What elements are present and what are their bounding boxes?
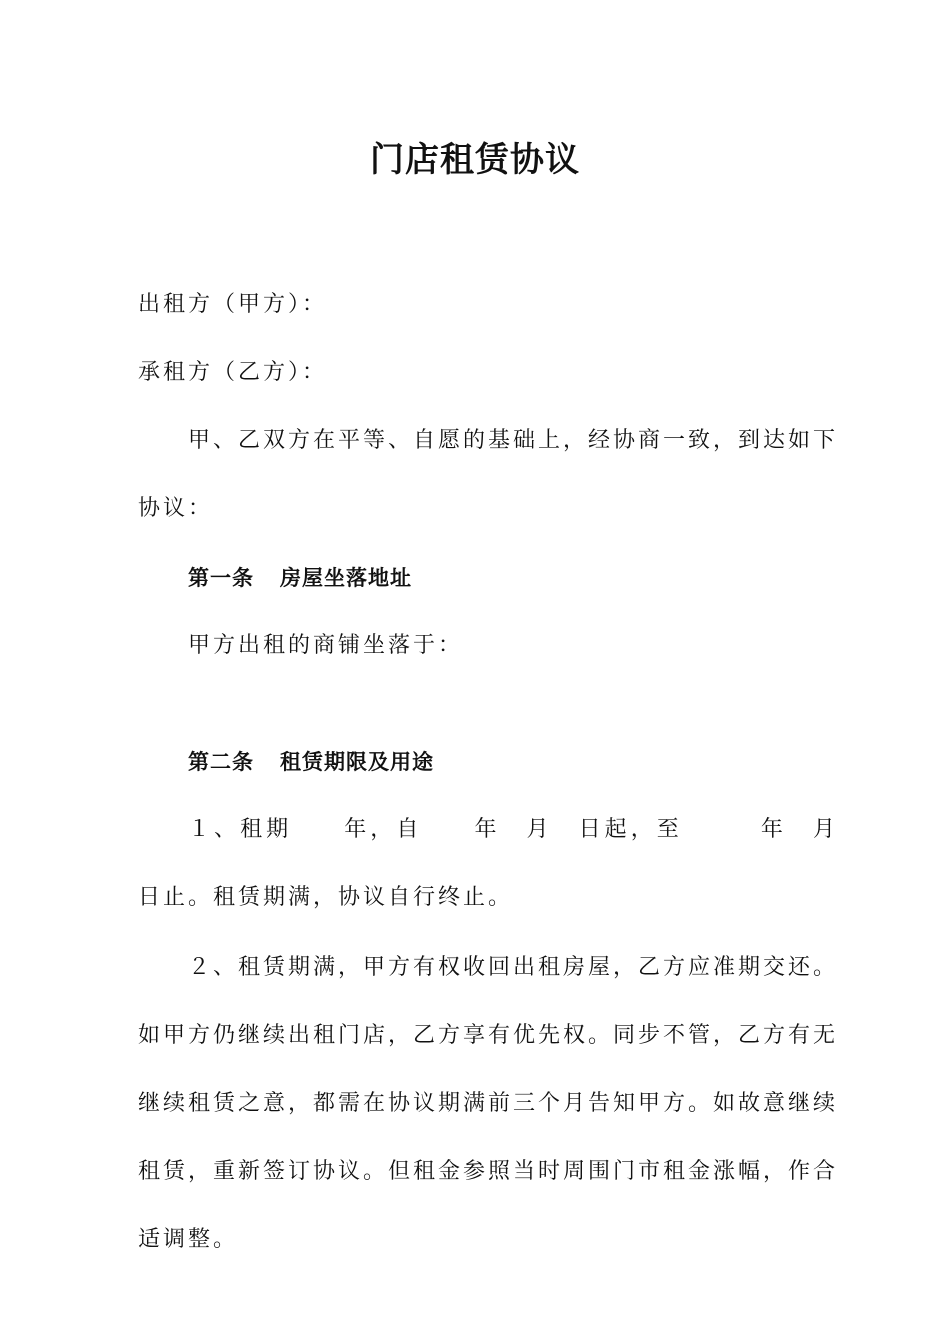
article-1-number: 第一条 — [188, 566, 254, 590]
document-title: 门店租赁协议 — [370, 140, 580, 180]
article-2-title: 租赁期限及用途 — [280, 750, 434, 774]
article-2-number: 第二条 — [188, 750, 254, 774]
clause-2-2-line-4: 租赁，重新签订协议。但租金参照当时周围门市租金涨幅，作合 — [138, 1159, 839, 1184]
article-1-text: 甲方出租的商铺坐落于： — [188, 633, 464, 658]
clause-2-2-line-3: 继续租赁之意，都需在协议期满前三个月告知甲方。如故意继续 — [138, 1091, 839, 1116]
article-1-heading — [188, 561, 838, 595]
clause-2-2-line-1: ２、租赁期满，甲方有权收回出租房屋，乙方应准期交还。 — [188, 955, 839, 980]
clause-2-1-line-1: １、租期 年，自 年 月 日起，至 年 月 — [188, 817, 838, 842]
clause-2-2-line-5: 适调整。 — [138, 1227, 239, 1252]
intro-paragraph-line-2: 协议： — [138, 496, 214, 521]
clause-2-2-line-2: 如甲方仍继续出租门店，乙方享有优先权。同步不管，乙方有无 — [138, 1023, 839, 1048]
clause-2-1-line-2: 日止。租赁期满，协议自行终止。 — [138, 885, 514, 910]
article-1-title: 房屋坐落地址 — [280, 566, 412, 590]
intro-paragraph-line-1: 甲、乙双方在平等、自愿的基础上，经协商一致，到达如下 — [188, 428, 839, 453]
lessee-label: 承租方（乙方）： — [138, 360, 328, 385]
lessor-label: 出租方（甲方）： — [138, 292, 328, 317]
article-2-heading — [188, 745, 838, 779]
